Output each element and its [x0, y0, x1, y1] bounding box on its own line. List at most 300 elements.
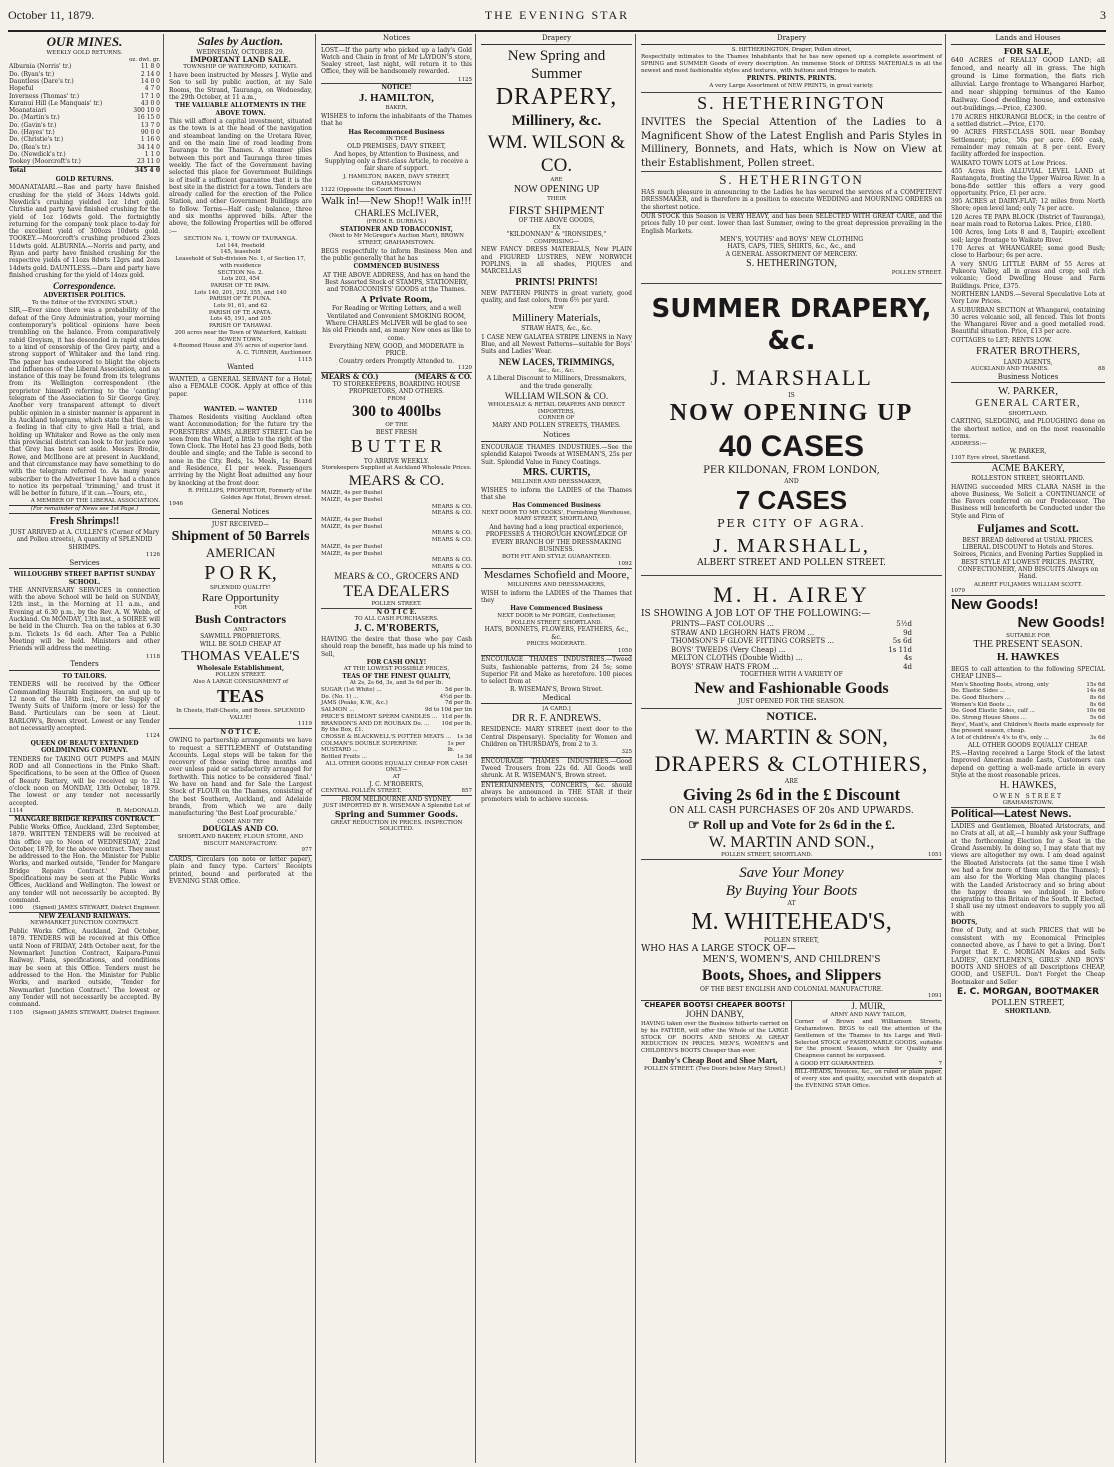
land-listing: 170 ACRES HIKURANGI BLOCK; in the centre of a settled district.—Price, £170.: [951, 113, 1105, 129]
above-goods: OF THE ABOVE GOODS,: [518, 217, 595, 225]
acme-text: HAVING succeeded MRS CLARA NASH in the above Business, We Solicit a CONTINUANCE of the Favors conferred on our Predecessor. The Business will henceforth be Conducted under the Style and Firm of: [951, 483, 1105, 520]
land-listing: WAIKATO TOWN LOTS at Low Prices.: [951, 159, 1068, 167]
mcliver-from: (FROM R. DURRA'S.): [366, 219, 427, 226]
muir-footer: [795, 1061, 943, 1068]
wanted-servant-text: WANTED, a GENERAL SERVANT for a Hotel; also a FEMALE COOK. Apply at office of this paper.: [169, 375, 312, 398]
boot-row-item: Do. Good Bluchers ...: [951, 694, 1011, 701]
mine-row: [9, 136, 160, 143]
airey-row-item: THOMSON'S F GLOVE FITTING CORSETS ...: [671, 637, 835, 646]
mine-row-item: Do. (Rea's tr.): [9, 143, 51, 151]
mangare-subheading: MANGARE BRIDGE REPAIRS CONTRACT.: [9, 815, 160, 823]
lands-list: [951, 57, 1105, 344]
boot-row-item: Do. Good Elastic Sides, calf ...: [951, 708, 1035, 715]
discount-text: A Liberal Discount to Milliners, Dressmakers, and the trade generally.: [486, 375, 627, 390]
mine-row: [9, 129, 160, 136]
reduction-text: GREAT REDUCTION IN PRICES. INSPECTION SOLICITED.: [330, 819, 463, 833]
airey-row-item: STRAW AND LEGHORN HATS FROM ...: [671, 628, 815, 637]
mine-row: [9, 71, 160, 78]
private-room: A Private Room,: [360, 293, 433, 304]
tea-dealers: TEA DEALERS: [343, 582, 450, 600]
baker-label: BAKER,: [385, 105, 408, 112]
for-sale: FOR SALE,: [1003, 45, 1053, 56]
mine-row-item: Kuranui Hill (Le Manquais' tr.): [9, 99, 103, 107]
price-row: [321, 734, 472, 741]
tailors-number: 1124: [146, 733, 160, 740]
new-spring-heading: New Spring and Summer: [507, 47, 606, 82]
lot-line: Lots 140, 201, 292, 355, and 140: [194, 289, 287, 296]
nzr-subheading-2: NEWMARKET JUNCTION CONTRACT.: [30, 920, 139, 927]
price-row-value: 9d to 10d per tin: [425, 707, 472, 714]
maize-line: MAIZE, 4s per Bushel: [321, 496, 383, 503]
price-row-value: 10d per lb.: [441, 720, 472, 727]
andrews-heading: DR R. F. ANDREWS.: [511, 713, 602, 725]
price-row: [321, 741, 472, 754]
total-value: 345 4 0: [134, 166, 160, 174]
price-row-item: BRANDON'S AND DE ROUBAIX Do. ...: [321, 720, 430, 727]
boot-row-item: Boys', Maid's, and Children's Boots made expressly for the present season, cheap.: [951, 721, 1105, 735]
price-row-item: JAMS (Peaks, K.W., &c.): [321, 700, 388, 707]
airey-row-value: 4s: [903, 654, 912, 663]
boots-shoes: Boots, Shoes, and Slippers: [701, 967, 882, 985]
private-text: For Reading or Writing Letters, and a well Ventilated and Convenient SMOKING ROOM, Where CHARLES McLIVER will be glad to see his old Friends and, as many New ones as like to come.: [322, 305, 471, 342]
muir-text: Corner of Brown and Williamson Streets, Grahamstown. BEGS to call the attention of the Gentlemen of the Thames to his Large and Well-Selected STOCK of FASHIONABLE GOODS, suitable for the present Season, which for Quality and Cheapness cannot be surpassed.: [794, 1019, 942, 1059]
cash-purchasers: TO ALL CASH PURCHASERS.: [354, 616, 439, 623]
hetherington3: S. HETHERINGTON,: [746, 257, 837, 269]
boot-row: [951, 695, 1105, 702]
correspondence-text: SIR,—Ever since there was a probability of the defeat of the Grey Administration, your morning contemporary's political opinions have been trembling on the balance. From comparatively rabid Greyism, it has descended in rapid strides to a kind of censorship of the Grey party, and a strong support of Whitaker and the land ring. The paper has endeavored to blight the objects and influences of the Liberal Association, and an instance of this may be found from its telegrams from its Wellington correspondent (the proprietor himself) referring to the 'canting' telegram of the Association to Sir George Grey. Another very transparent attempt to divert public opinion in a sinister manner is apparent in its Auckland telegrams, which state that there is a feeling in that city to give Hall a trial, and holding up Whitaker and Rowe as the only men this provincial district can look to for justice now that Grey has been set aside. Messrs Brodie, Rowe, and McIlhone are at present in Auckland, and that circumstance may have something to do with the telegram referred to. As many years subscriber to the Advertiser I have had a chance to notice its perpetual 'trimming,' and trust it will be better in future, if it can.—Yours, etc.,: [9, 307, 160, 498]
mine-row-item: Alburnia (Norris' tr.): [9, 63, 72, 71]
maize-line: MEARS & CO.: [431, 563, 472, 570]
hats-ties: HATS, CAPS, TIES, SHIRTS, &c., &c., and: [727, 243, 856, 251]
land-listing: COTTAGES to LET; RENTS LOW.: [951, 336, 1052, 344]
business-heading: Business Notices: [951, 373, 1105, 384]
remainder-note: (For remainder of News see 1st Page.): [9, 505, 160, 514]
hetherington-big-heading: S. HETHERINGTON: [641, 92, 942, 115]
curtis-heading: MRS. CURTIS,: [522, 466, 591, 478]
mcliver-text: BEGS respectfully to inform Business Men and the public generally that he has: [321, 247, 472, 263]
everything-label: Everything NEW, GOOD, and MODERATE in PRICE.: [328, 342, 465, 358]
mears-bar: [321, 372, 472, 382]
comprising-text: NEW FANCY DRESS MATERIALS, New PLAIN and FIGURED LUSTRES, NEW NORWICH POPLINS, in all shades, PIQUES and MARCELLAS: [481, 246, 632, 276]
notice2-heading: N O T I C E.: [321, 608, 472, 616]
cards-text: CARDS, Circulars (on note or letter paper), plain and fancy type. Carters' Receipts printed, bound and perforated at the EVENING STAR Office.: [169, 856, 312, 885]
bush-contractors: Bush Contractors: [194, 612, 286, 627]
gold-returns-text: MOANATAIARI.—Rae and party have finished crushing for the yield of 34ozs 14dwts gold. Newdick's crushing yielded 1oz 1dwt gold. Christie and party have finished crushing for the yield of 1oz 16dwts gold. The fortnightly returning for the company took place to-day for the excellent yield of 300ozs 10dwts gold. TOOKEY.—Moorcroft's crushing produced 23ozs 11dwts gold. ALBURNIA.—Norris and party, and Ryan and party have finished crushing for the respective yields of 11ozs 8dwts 12grs and 2ozs 14dwts gold. DAUNTLESS.—Dare and party have finished crushing for the yield of 14ozs gold.: [9, 184, 160, 280]
from-label: FROM: [387, 395, 406, 402]
mine-row: [9, 78, 160, 85]
mine-row-value: 11 8 0: [140, 63, 160, 71]
price-row-item: COLMAN'S DOUBLE SUPERFINE MUSTARD ...: [321, 740, 417, 754]
tailors-text: TENDERS will be received by the Officer Commanding Hauraki Engineers, on and up to 12 noon of the 18th inst., for the Supply of Twenty Suits of Uniform (more or less) for the Band. Particulars can be seen at Lieut. BARLOW's, Brown street. Lowest or any Tender not necessarily accepted.: [9, 681, 160, 733]
for-cash-only: FOR CASH ONLY!: [366, 658, 427, 666]
queen-text: TENDERS for TAKING OUT PUMPS and MAIN ROD and all Connections in the Pinko Shaft. Specifications, to be seen at the Office of Queen of Beauty Battery, will be received up to 12 o'clock noon on MONDAY, 13th October, 1879. The lowest or any tender not necessarily accepted.: [9, 755, 160, 807]
wanted2-heading: WANTED. — WANTED: [203, 405, 278, 413]
wanted-servant-number: 1116: [298, 398, 312, 405]
fit-guaranteed: BOTH FIT AND STYLE GUARANTEED.: [501, 554, 612, 561]
veale-pollen: POLLEN STREET.: [215, 672, 266, 679]
grahamstown-label: GRAHAMSTOWN.: [1002, 799, 1054, 806]
mcroberts-address: CENTRAL POLLEN STREET.: [321, 788, 402, 795]
mine-row-value: 16 15 0: [137, 114, 160, 122]
shipment-heading: Shipment of 50 Barrels: [171, 528, 310, 544]
queen-signature: R. McDONALD.: [116, 807, 160, 814]
butter-quantity: 300 to 400lbs: [352, 403, 441, 421]
price-row-item: Bottled Fruits ...: [321, 754, 367, 761]
airey-row-item: BOYS' TWEEDS (Very Cheap) ...: [671, 645, 786, 654]
mine-row-value: 90 0 0: [140, 129, 160, 137]
maize-line: MEARS & CO.: [431, 530, 472, 537]
milliner-label: MILLINER AND DRESSMAKER,: [511, 479, 602, 486]
martin2-heading: W. MARTIN AND SON.,: [708, 833, 875, 851]
frater-footer: [951, 366, 1105, 373]
carter-heading: GENERAL CARTER,: [975, 398, 1081, 410]
services-text: THE ANNIVERSARY SERVICES in connection with the above School will be held on SUNDAY, 12th inst., in the Morning at 11 a.m., and Evening at 6.30 p.m., by the Rev. A. W. Webb, of Auckland. On MONDAY, 13th inst., a SOIREE will be held in the Church. Tea on the tables at 6.30 p.m. Tickets 1s 6d each. After Tea a Public Meeting will be held. Ministers and other Friends will address the meeting.: [9, 586, 160, 653]
mcroberts-heading: J. C. M'ROBERTS,: [354, 622, 439, 634]
mines-list: [9, 63, 160, 165]
wanted2-text: Thames Residents visiting Auckland often want Accommodation; for the future try the FORESTERS' ARMS, ALBERT STREET. Can be seen from the Wharf, a little to the right of the Town Clock. The Hotel has 23 good Beds, both double and single; and the Table is second to none in the City. Beds, 1s. Meals, 1s; Board and Residence, £1 per week. Passengers arriving by the Night Boat admitted any hour by knocking at the front door.: [169, 413, 312, 487]
medical-heading: Medical: [481, 694, 632, 705]
lot-line: 4-Roomed House and 3½ acres of superior land.: [173, 343, 308, 350]
maize-line: MEARS & CO.: [431, 537, 472, 544]
general-notices-heading: General Notices: [169, 508, 312, 519]
airey-row: [671, 629, 912, 638]
mcroberts-text: HAVING the desire that those who pay Cash should reap the benefit, has made up his mind to Sell,: [321, 636, 472, 658]
laces-heading: NEW LACES, TRIMMINGS,: [498, 356, 615, 367]
land-listing: 100 Acres, long Lots 8 and 8, Taupiri; excellent soil; large frontage to Waikato River.: [951, 229, 1105, 244]
issue-date: October 11, 1879.: [8, 8, 95, 22]
shrimps-number: 1126: [146, 551, 160, 558]
lot-line: Leasehold of Sub-division No. 1, of Section 17, with residence: [175, 256, 306, 269]
ships-label: "KILDONNAN" & "IRONSIDES,": [506, 231, 607, 239]
hawkes-ps: P.S.—Having received a Large Stock of the latest Improved American made Lasts, Customers can depend on getting a well-made article in every Style at the most reasonable prices.: [951, 750, 1105, 780]
equally-cheap: ALL OTHER GOODS EQUALLY CHEAP.: [968, 741, 1088, 749]
prices-moderate: PRICES MODERATE.: [526, 640, 587, 647]
units-label: oz. dwt. gr.: [129, 56, 160, 63]
heth-small-address: S. HETHERINGTON, Draper, Pollen street,: [731, 46, 852, 53]
nzr-text: Public Works Office, Auckland, 2nd October, 1879. TENDERS will be received at this Office until Noon of FRIDAY, 24th October next, for the Newmarket Junction Contract, Kaipara-Punui Railway. Plans, specifications, and conditions may be seen at this Office. Tenders must be addressed to the Hon. the Minister for Public Works, and marked outside, 'Tender for Newmarket Junction Contract.' The lowest or any Tender will not necessarily be accepted. By command.: [9, 928, 160, 1009]
giving-discount: Giving 2s 6d in the £ Discount: [682, 785, 901, 805]
lot-line: 145, leasehold: [220, 249, 261, 256]
andrews-number: 325: [621, 749, 632, 756]
kildonan-label: PER KILDONAN, FROM LONDON,: [703, 465, 880, 477]
mine-row: [9, 144, 160, 151]
millinery-materials: Millinery Materials,: [512, 312, 601, 325]
maize-line: MAIZE, 4s per Bushel: [321, 517, 383, 523]
curtis-text3: And having had a long practical experience, PROFESSES A THOROUGH KNOWLEDGE OF EVERY BRANCH OF THE DRESSMAKING BUSINESS.: [485, 524, 628, 554]
recommenced-business: Has Recommenced Business: [348, 128, 445, 136]
danby-text: HAVING taken over the Business hitherto carried on by his FATHER, will offer the Whole of the LARGE STOCK OF BOOTS AND SHOES At GREAT REDUCTION IN PRICES. MEN'S, WOMEN'S and CHILDREN'S BOOTS Cheaper than ever.: [641, 1021, 789, 1055]
douglas-number: 977: [301, 847, 312, 854]
arrive-weekly: TO ARRIVE WEEKLY.: [363, 457, 430, 465]
price-row: [321, 721, 472, 728]
curtis-commenced: Has Commenced Business: [512, 502, 601, 510]
seven-cases: 7 CASES: [735, 484, 848, 515]
lot-line: Lots 45, 191, and 205: [210, 316, 271, 323]
price-row: [321, 727, 472, 734]
price-row-value: 5d per lb.: [445, 686, 472, 693]
mine-row: [9, 151, 160, 158]
mine-row-value: 14 0 0: [140, 77, 160, 85]
mine-row-item: Dauntless (Dare's tr.): [9, 77, 74, 85]
danby-shop: Danby's Cheap Boot and Shoe Mart,: [652, 1055, 778, 1065]
mangare-text: Public Works Office, Auckland, 23rd September, 1879. WRITTEN TENDERS will be received at this office up to Noon of WEDNESDAY, 22nd October, 1879, for the above contract. They must be addressed to the Hon. the Minister for Public Works, and marked outside, 'Tender for Mangare Bridge Repairs Contract.' Plans and Specifications may be seen at the Public Works Offices, Auckland and Wellington. The lowest or any tender will not necessarily be accepted. By command.: [9, 823, 160, 905]
tenders-heading: Tenders: [9, 660, 160, 671]
mears-grocers: MEARS & CO., GROCERS AND: [334, 570, 459, 581]
airey-row-value: 5s 6d: [892, 637, 912, 646]
best-fresh: BEST FRESH: [375, 428, 418, 436]
mine-row-item: Inverness (Thomas' tr.): [9, 92, 80, 100]
lowest-prices: AT THE LOWEST POSSIBLE PRICES,: [343, 666, 450, 673]
melbourne-heading: FROM MELBOURNE AND SYDNEY.: [321, 795, 472, 803]
mangare-signature: (Signed) JAMES STEWART, District Engineer.: [32, 905, 160, 912]
morgan-heading: E. C. MORGAN, BOOTMAKER: [956, 986, 1100, 997]
fit-guaranteed-5: A GOOD FIT GUARANTEED.: [794, 1060, 875, 1067]
are-label: ARE: [550, 177, 563, 184]
present-season: THE PRESENT SEASON.: [973, 639, 1083, 651]
prices-list: [321, 687, 472, 761]
pork-heading: P O R K,: [204, 561, 277, 584]
lot-line: Lot 144, freehold: [216, 242, 265, 249]
wilson-signature: WILLIAM WILSON & CO.: [504, 391, 609, 401]
lost-number: 1125: [458, 76, 472, 83]
acme-signature: ALBERT FULJAMES WILLIAM SCOTT.: [973, 581, 1083, 588]
maize-line: MAIZE, 4s per Bushel: [321, 543, 383, 550]
masthead: [8, 4, 1106, 32]
rare-opportunity: Rare Opportunity: [201, 592, 280, 604]
danby-ad: [641, 1001, 792, 1091]
mill-dress-label: MILLINERS AND DRESSMAKERS,: [507, 582, 606, 589]
teas-subheading: In Chests, Half-Chests, and Boxes. SPLENDID VALUE!: [176, 707, 305, 721]
laces-sub: &c., &c., &c.: [538, 367, 575, 374]
save-money: Save Your Money: [641, 859, 942, 882]
mcliver-text2: AT THE ABOVE ADDRESS, And has on hand the Best Assorted Stock of STAMPS, STATIONERY, and TOBACCONISTS' GOODS at the Thames.: [323, 271, 470, 294]
maize-line: MAIZE, 4s per Bushel: [321, 490, 383, 497]
mine-row-value: 13 7 0: [140, 121, 160, 129]
fuljames-heading: Fuljames and Scott.: [977, 521, 1079, 536]
newspaper-title: THE EVENING STAR: [484, 8, 630, 22]
butter-heading: B U T T E R: [350, 435, 443, 456]
splendid-quality: SPLENDID QUALITY!: [210, 585, 271, 592]
hetherington2-text: HAS much pleasure in announcing to the Ladies he has secured the services of a COMPETENT DRESSMAKER, and is therefore in a position to execute WEDDING and MOURNING ORDERS on the shortest notice.: [641, 189, 942, 211]
frater-address: AUCKLAND AND THAMES.: [971, 365, 1049, 372]
column-drapery-wide: [638, 34, 946, 1463]
mears-pollen: POLLEN STREET.: [371, 601, 422, 608]
maize-line: MEARS & CO.: [431, 510, 472, 517]
pointing-hand-icon: ☞: [688, 816, 703, 832]
imported-text: JUST IMPORTED BY R. WISEMAN A Splendid Lot of: [322, 803, 471, 810]
mangare-number: 1090: [9, 905, 23, 912]
mine-row: [9, 100, 160, 107]
new-label: NEW: [549, 305, 564, 312]
tailors-subheading: TO TAILORS.: [62, 672, 107, 680]
veale-heading: THOMAS VEALE'S: [181, 649, 300, 665]
morgan-address2: SHORTLAND.: [1004, 1007, 1051, 1015]
mcroberts-footer: [321, 788, 472, 795]
wanted2-number: 1946: [169, 501, 183, 508]
boot-row-item: Do. Strong House Shoes ...: [951, 715, 1027, 722]
airey-heading: M. H. AIREY: [641, 575, 942, 609]
price-row: [321, 754, 472, 761]
frater-number: 88: [1098, 365, 1105, 372]
parker-text: CARTING, SLEDGING, and PLOUGHING done on the shortest notice, and on the most reasonable terms.: [951, 418, 1105, 440]
lot-line: BOWEN TOWN.: [218, 336, 263, 343]
danby-address: POLLEN STREET. (Two Doors below Mary Street.): [643, 1065, 786, 1072]
mcroberts-signature: J. C. M'ROBERTS,: [369, 780, 424, 788]
mcliver-heading: CHARLES McLIVER,: [354, 208, 439, 219]
address-label: ADDRESS:—: [951, 441, 987, 448]
new-goods-2: New Goods!: [1017, 614, 1105, 632]
drapery-heading: DRAPERY,: [495, 84, 618, 111]
country-number: 1120: [458, 364, 472, 371]
airey-row-item: MELTON CLOTHS (Double Width) ...: [671, 654, 803, 663]
mine-row: [9, 158, 160, 165]
mine-row-value: 2 14 0: [140, 70, 160, 78]
price-row-value: 4½d per lb.: [439, 693, 472, 700]
walk-in-heading: Walk in!—New Shop!! Walk in!!!: [321, 194, 472, 207]
airey-row-value: 4d: [903, 662, 912, 671]
mine-row-item: Do. (Martin's tr.): [9, 114, 60, 122]
land-listing: 455 Acres Rich ALLUVIAL LEVEL LAND at Rautangata, fronting the Upper Wairoa River. In a bona-fide settler this offers a very good opportunity. Price, £1 per acre.: [951, 167, 1105, 197]
lot-line: Lots 91, 61, and 62: [213, 303, 268, 310]
on-all-purchases: ON ALL CASH PURCHASES OF 20s AND UPWARDS.: [669, 805, 914, 816]
boot-row-value: 8s 6d: [1089, 701, 1105, 708]
albert-street: ALBERT STREET AND POLLEN STREET.: [697, 558, 886, 569]
new-goods-1: New Goods!: [951, 595, 1105, 614]
encourage3-text: ENCOURAGE THAMES INDUSTRIES.—Good Tweed Trousers from 22s 6d. All Goods well shrunk. At R. WISEMAN'S, Brown street.: [481, 757, 632, 780]
boot-row: [951, 688, 1105, 695]
maize-line: MEARS & CO.: [431, 503, 472, 510]
and-label-5: AND: [784, 477, 799, 485]
commenced-business: COMMENCED BUSINESS: [353, 263, 440, 271]
martin-heading: W. MARTIN & SON,: [695, 724, 888, 750]
whitehead-pollen: POLLEN STREET,: [764, 936, 819, 944]
column-lands: [948, 34, 1108, 1463]
hetherington-big-text: INVITES the Special Attention of the Ladies to a Magnificent Show of the Latest English and Paris Styles in Millinery, Bonnets, and Hats, which is Now on View at their Establishment, Pollen street.: [641, 117, 942, 169]
airey-row: [671, 646, 912, 655]
card-label: [A CARD.]: [542, 706, 571, 713]
drapery-colhead: Drapery: [481, 34, 632, 45]
prints-text: NEW PATTERN PRINTS in great variety, good quality, and fast colors, from 6½ per yard.: [481, 289, 632, 305]
auction-text3: This will afford a capital investment, situated as the town is at the head of the navigation and steamboat landing on the Uretara River, and on the main line of road leading from Tauranga to the Thames. A steamer plies between this port and Tauranga three times weekly. The fact of the Government having selected this place for Government Buildings is of itself a sufficient guarantee that it is the best site in the district for a town. Tenders are already called for the erection of the Police Station, and other Government Buildings are to follow. Terms—Half cash; balance, three and six months approved bills. After the above, the following Properties will be offered :—: [169, 118, 312, 235]
galatea-text: 1 CASE NEW GALATEA STRIPE LINENS in Navy Blue, and all Newest Patterns—suitable for Boys' Suits and Ladies' Wear.: [481, 333, 632, 356]
correspondence-to: To the Editor of the EVENING STAR.): [31, 299, 138, 306]
summer-drapery: SUMMER DRAPERY, &c.: [641, 283, 942, 357]
lot-line: PARISH OF TE PAPA.: [210, 282, 271, 289]
boot-row-item: Men's Shooting Boots, strong, only: [951, 681, 1049, 688]
mine-row-value: 4 7 0: [144, 85, 160, 93]
auction-number: 1115: [298, 356, 312, 363]
column-notices: [318, 34, 476, 1463]
acme-heading: ACME BAKERY,: [951, 462, 1105, 475]
corner-label: CORNER OF: [538, 415, 575, 422]
notices2-heading: Notices: [481, 431, 632, 442]
roll-up: [641, 817, 942, 833]
mine-row-value: 1 1 0: [144, 151, 160, 159]
lot-line: SECTION No. 2.: [217, 269, 264, 276]
boot-row-value: 3s 6d: [1089, 735, 1105, 742]
sawmill-proprietors: SAWMILL PROPRIETORS.: [200, 633, 281, 641]
hamilton-text: WISHES to inform the inhabitants of the Thames that he: [321, 112, 472, 128]
boot-row-value: 8s 6d: [1089, 694, 1105, 701]
correspondence-heading: Correspondence.: [53, 281, 116, 292]
price-row-value: 1s per lb.: [447, 740, 465, 754]
parker2: W. PARKER,: [1009, 448, 1047, 455]
price-row: [321, 687, 472, 694]
storekeepers-text: TO STOREKEEPERS, BOARDING HOUSE PROPRIETORS, AND OTHERS.: [332, 381, 461, 396]
price-row-value: 11d per lb.: [441, 713, 472, 720]
airey-row: [671, 663, 912, 672]
nzr-signature: (Signed) JAMES STEWART, District Engineer.: [32, 1009, 160, 1016]
wiseman-address: R. WISEMAN'S, Brown Street.: [509, 686, 604, 694]
auction-sub2: TOWNSHIP OF WATERFORD, KATIKATI.: [183, 64, 298, 71]
page-number: 3: [1100, 8, 1106, 22]
first-shipment: FIRST SHIPMENT: [508, 202, 605, 217]
agra-label: PER CITY OF AGRA.: [717, 516, 866, 530]
price-row: [321, 707, 472, 714]
airey-row-value: 9d: [903, 628, 912, 637]
boot-row-item: Women's Kid Boots ...: [951, 701, 1012, 708]
services-heading: Services: [9, 559, 160, 570]
land-listing: 170 Acres at WHANGAREI; some good Bush; close to Harbour; 6s per acre.: [951, 245, 1105, 260]
billheads-text: BILL-HEADS, Invoices, &c., on ruled or plain paper, of every size and quality, executed with despatch at the EVENING STAR Office.: [794, 1069, 942, 1089]
rolleston-street: ROLLESTON STREET, SHORTLAND.: [971, 475, 1085, 483]
lands-colhead: Lands and Houses: [951, 34, 1105, 45]
boot-row-value: 10s 6d: [1086, 708, 1105, 715]
mine-row-item: Hopeful: [9, 85, 34, 93]
straw-hats: STRAW HATS, &c., &c.: [521, 325, 592, 333]
lot-line: SECTION No. 1, TOWN OF TAURANGA.: [184, 236, 297, 243]
mine-row-value: 1 16 0: [140, 136, 160, 144]
column-auction: [166, 34, 316, 1463]
airey-row-item: BOYS' STRAW HATS FROM ...: [671, 662, 779, 671]
wanted-heading: Wanted: [169, 363, 312, 374]
hawkes2-heading: H. HAWKES,: [999, 780, 1057, 792]
total-label: Total: [9, 166, 26, 174]
notice-heading: N O T I C E.: [169, 728, 312, 736]
martin-footer: [641, 852, 942, 859]
lost-text: LOST.—If the party who picked up a lady's Gold Watch and Chain in front of Mr LAYDON'S store, Sealey street, last night, will return it to this Office, they will be handsomely rewarded.: [321, 46, 472, 76]
mine-row: [9, 122, 160, 129]
are5-label: ARE: [784, 777, 799, 785]
douglas-heading: DOUGLAS AND CO.: [202, 824, 279, 834]
prints-three: PRINTS. PRINTS. PRINTS.: [746, 75, 837, 83]
notice-label: NOTICE!: [321, 83, 472, 91]
country-orders: Country orders Promptly Attended to.: [338, 357, 455, 365]
danby-heading: JOHN DANBY,: [685, 1009, 744, 1020]
mine-row-item: Do. (Christie's tr.): [9, 136, 64, 144]
boot-row: [951, 702, 1105, 709]
will-be-sold: WILL BE SOLD CHEAP AT: [199, 640, 282, 648]
services-subheading: WILLOUGHBY STREET BAPTIST SUNDAY SCHOOL.: [13, 571, 156, 586]
mine-row: [9, 63, 160, 70]
mine-row-value: 17 1 0: [140, 92, 160, 100]
teas-finest: TEAS OF THE FINEST QUALITY,: [342, 672, 451, 680]
correspondence-signature: A MEMBER OF THE LIBERAL ASSOCIATION.: [30, 498, 160, 505]
douglas-subheading: SHORTLAND BAKERY, FLOUR STORE, AND BISCUIT MANUFACTORY.: [177, 833, 304, 847]
price-row-value: 1s 3d: [456, 754, 472, 761]
lot-line: Lots 203, 454: [221, 276, 260, 283]
mears-bar-right: (MEARS & CO.: [414, 371, 472, 381]
clothing-label: MEN'S, YOUTHS' and BOYS' NEW CLOTHING: [719, 236, 864, 244]
mine-row-item: Moanataiari: [9, 107, 47, 115]
entertainments-text: ENTERTAINMENTS, CONCERTS, &c. should always be announced in THE STAR if their promoters wish to achieve success.: [481, 781, 632, 804]
comprising-label: COMPRISING—: [533, 238, 579, 245]
teas-heading: TEAS: [216, 685, 265, 706]
nzr-subheading: NEW ZEALAND RAILWAYS.: [9, 912, 160, 920]
mine-row-item: Do. (Hayes' tr.): [9, 129, 55, 137]
parker-heading: W. PARKER,: [997, 385, 1058, 398]
price-row-item: Do. (No. 1) ...: [321, 693, 359, 700]
